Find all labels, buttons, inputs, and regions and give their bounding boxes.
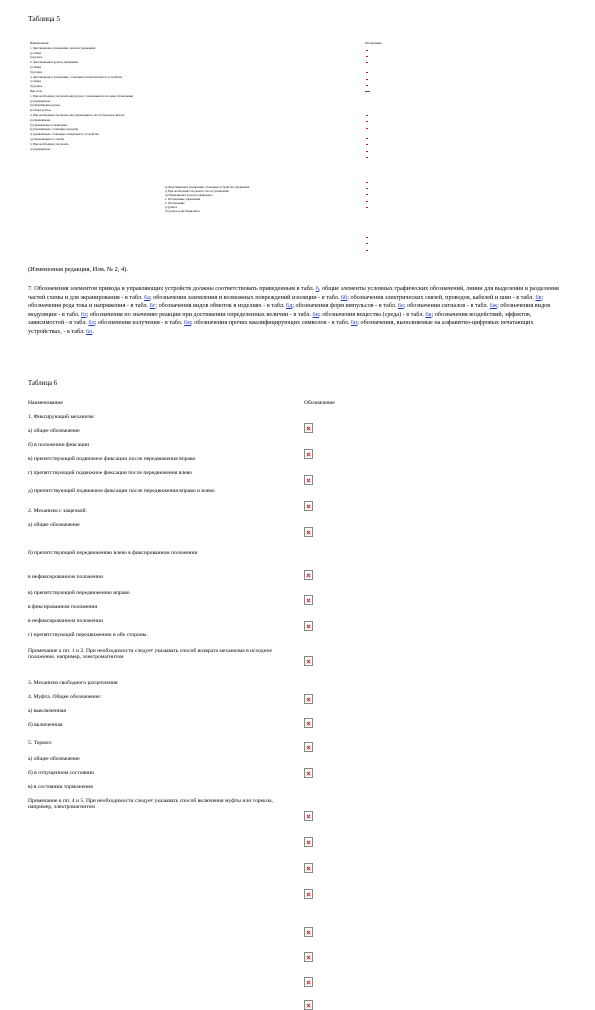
link-table-6i[interactable]: 6и xyxy=(312,310,319,318)
paragraph-text: ; обозначения воздействий, эффектов, зависимостей - в табл. xyxy=(28,310,532,327)
broken-image-icon xyxy=(304,927,313,937)
broken-image-icon xyxy=(304,768,313,778)
table6-row: а) выключенная xyxy=(28,708,66,714)
paragraph-text: , общие элементы условных графических обозначений, линии для выделения и разделения частей схемы и для экранирования - в табл. xyxy=(28,285,559,301)
table6-row: 2. Механизм с защелкой: xyxy=(28,508,88,514)
table5-row: б) управляющее и приводное xyxy=(30,122,68,127)
paragraph-text: ; обозначения, выполняемые на алфавитно-цифровых печатающих устройствах, - в табл. xyxy=(28,319,534,335)
table5-row: а) управляющее xyxy=(30,117,51,122)
table5-sub-row: 1. Обозначение управления xyxy=(165,197,201,201)
table6-row: б) в положении фиксации xyxy=(28,442,90,448)
table5-row: 1. При необходимости указать вид ручного управления после знака обозначения xyxy=(30,93,133,98)
broken-image-icon xyxy=(304,570,313,580)
table5-row: а) общее xyxy=(30,64,42,69)
broken-image-icon xyxy=(304,656,313,666)
table6-row: 1. Фиксирующий механизм: xyxy=(28,414,95,420)
table6-row: г) препятствующий передвижению в обе стороны. xyxy=(28,632,148,638)
table6-row: в нефиксированном положении xyxy=(28,574,103,580)
paragraph-text: ; обозначения видов обмоток в изделиях - в табл. xyxy=(155,302,287,310)
link-table-6o[interactable]: 6о xyxy=(86,327,93,335)
table5-sub-row: в) Дистанционное управление с помощью устройства управления xyxy=(165,185,250,189)
table5-sub-row: а) ручное xyxy=(165,205,178,209)
broken-image-icon xyxy=(304,621,313,631)
paragraph-text: ; обозначения заземления и возможных повреждений изоляции - в табл. xyxy=(149,293,341,301)
link-table-6l[interactable]: 6л xyxy=(88,319,95,327)
table5-row: д) управляющее по этапам xyxy=(30,136,65,141)
paragraph-text: ; обозначения по значению реакции при достижении определенных величин - в табл. xyxy=(86,310,313,318)
paragraph-text: ; обозначения рода тока и напряжения - в табл. xyxy=(28,293,544,310)
table5-row: а) управляющее xyxy=(30,146,51,151)
link-table-6z[interactable]: 6з xyxy=(81,310,87,318)
table5-row: 2. При необходимости указать вид управления и способ передачи сигнала xyxy=(30,112,125,117)
broken-image-icon xyxy=(304,694,313,704)
table5-title: Таблица 5 xyxy=(28,14,61,23)
table5-row: б) ручное xyxy=(30,84,43,89)
table5-row: 1. Дистанционное управление органом управления xyxy=(30,45,96,50)
table6-row: 3. Механизм свободного расцепления xyxy=(28,680,118,686)
table6-row: б) включенная xyxy=(28,722,63,728)
paragraph-text: ; обозначения электрических связей, проводов, кабелей и шин - в табл. xyxy=(347,293,536,301)
table5-row: в) общее ручное xyxy=(30,108,51,113)
table6-row: б) в отпущенном состоянии xyxy=(28,770,95,776)
table6-row: Примечание к пп. 4 и 5. При необходимости следует указывать способ включения муфты или тормоза, например, электромагнитом xyxy=(28,798,273,811)
table6-row: г) препятствующий подвижное фиксации после передвижения влево xyxy=(28,470,192,476)
link-table-6m[interactable]: 6м xyxy=(184,319,192,327)
table5-row: б) ручное xyxy=(30,55,43,60)
table6-title: Таблица 6 xyxy=(28,380,58,387)
broken-image-icon xyxy=(304,475,313,485)
table6-row: Примечание к пп. 1 и 2. При необходимости следует указывать способ возврата механизма в исходное положение, например, электромагнитом xyxy=(28,648,272,661)
table5-header-name: Наименование xyxy=(30,41,49,45)
table6-row: б) препятствующий передвижению влево в фиксированном положении xyxy=(28,550,198,556)
broken-image-icon xyxy=(304,863,313,873)
table5-row: 3. Дистанционное управление с помощью вспомогательного устройства xyxy=(30,74,123,79)
link-table-6a[interactable]: 6а xyxy=(144,293,150,301)
broken-image-icon xyxy=(304,837,313,847)
table5-row: а) управляющее xyxy=(30,98,51,103)
link-table-6k[interactable]: 6к xyxy=(425,310,432,318)
table5-header-symbol: Обозначение xyxy=(365,41,382,45)
table5-sub-row: 2. Обозначение xyxy=(165,201,185,205)
table5-row: а) общее xyxy=(30,79,42,84)
table6-row: 4. Муфта. Общее обозначение: xyxy=(28,694,102,700)
table6 xyxy=(28,0,588,842)
table6-row: в) препятствующий подвижное фиксации после передвижения вправо xyxy=(28,456,196,462)
table5-row: 3. При необходимости указать xyxy=(30,141,69,146)
table5-row: г) управляющее с помощью специального устройства xyxy=(30,132,99,137)
broken-image-icon xyxy=(304,501,313,511)
table5-row: 2. Дистанционное ручное управление xyxy=(30,60,79,65)
link-table-6e[interactable]: 6е xyxy=(397,302,404,310)
table6-row: а) общее обозначение xyxy=(28,428,80,434)
table5-sub-row: г) При необходимости указать способ управления xyxy=(165,189,229,193)
paragraph-text: ; обозначения сигналов - в табл. xyxy=(403,302,490,310)
broken-image-icon xyxy=(304,952,313,962)
table6-header-name: Наименование xyxy=(28,400,63,406)
paragraph-text: 7. Обозначения элементов привода и управляющих устройств должны соответствовать приведенным в табл. xyxy=(28,285,316,292)
broken-image-icon xyxy=(304,889,313,899)
broken-image-icon xyxy=(304,595,313,605)
paragraph-text: ; обозначения видов модуляции - в табл. xyxy=(28,302,551,318)
table5-row: а) общее xyxy=(30,50,42,55)
table6-row: а) общее обозначение xyxy=(28,522,80,528)
link-table-6v[interactable]: 6в xyxy=(535,293,542,301)
table6-row: 5. Тормоз: xyxy=(28,740,53,746)
broken-image-icon xyxy=(304,449,313,459)
table6-row: в) в состоянии торможения xyxy=(28,784,93,790)
paragraph-text: ; обозначения форм импульсов - в табл. xyxy=(292,302,398,310)
broken-image-icon xyxy=(304,423,313,433)
broken-image-icon xyxy=(304,977,313,987)
amendment-note: (Измененная редакция, Изм. № 2, 4). xyxy=(28,266,128,273)
table5-row: в) управляющее с помощью передачи xyxy=(30,127,79,132)
paragraph-text: . xyxy=(92,327,94,335)
paragraph-text: ; обозначения вещества (среда) - в табл. xyxy=(318,310,426,318)
table6-row: в нефиксированном положении xyxy=(28,618,103,624)
paragraph-text: ; обозначения прочих квалифицирующих символов - в табл. xyxy=(191,319,351,327)
link-table-6zh[interactable]: 6ж xyxy=(489,302,498,310)
link-table-6b[interactable]: 6б xyxy=(340,293,348,301)
broken-image-icon xyxy=(304,811,313,821)
link-table-6d[interactable]: 6д xyxy=(286,302,293,310)
table5-sub-row: б) ручное и дистанционное xyxy=(165,209,200,213)
broken-image-icon xyxy=(304,1000,313,1010)
table6-header-symbol: Обозначение xyxy=(304,400,335,406)
link-table-6g[interactable]: 6г xyxy=(149,302,156,310)
table5-sub-row: д) Управляющее ручное и приводное xyxy=(165,193,213,197)
table5-row: б) ручное xyxy=(30,69,43,74)
table5-row: При этом xyxy=(30,88,42,93)
link-table-6[interactable]: 6 xyxy=(315,285,319,292)
table6-row: а) общее обозначение xyxy=(28,756,80,762)
broken-image-icon xyxy=(304,527,313,537)
table6-row: в фиксированном положении xyxy=(28,604,98,610)
table5-row: б) управляющее ручное xyxy=(30,103,61,108)
broken-image-icon xyxy=(304,718,313,728)
table6-row: д) препятствующий подвижное фиксации после передвижения вправо и влево xyxy=(28,488,215,494)
link-table-6n[interactable]: 6н xyxy=(350,319,358,327)
broken-image-icon xyxy=(304,742,313,752)
paragraph-text: ; обозначения излучения - в табл. xyxy=(94,319,184,327)
table6-row: в) препятствующий передвижению вправо xyxy=(28,590,130,596)
